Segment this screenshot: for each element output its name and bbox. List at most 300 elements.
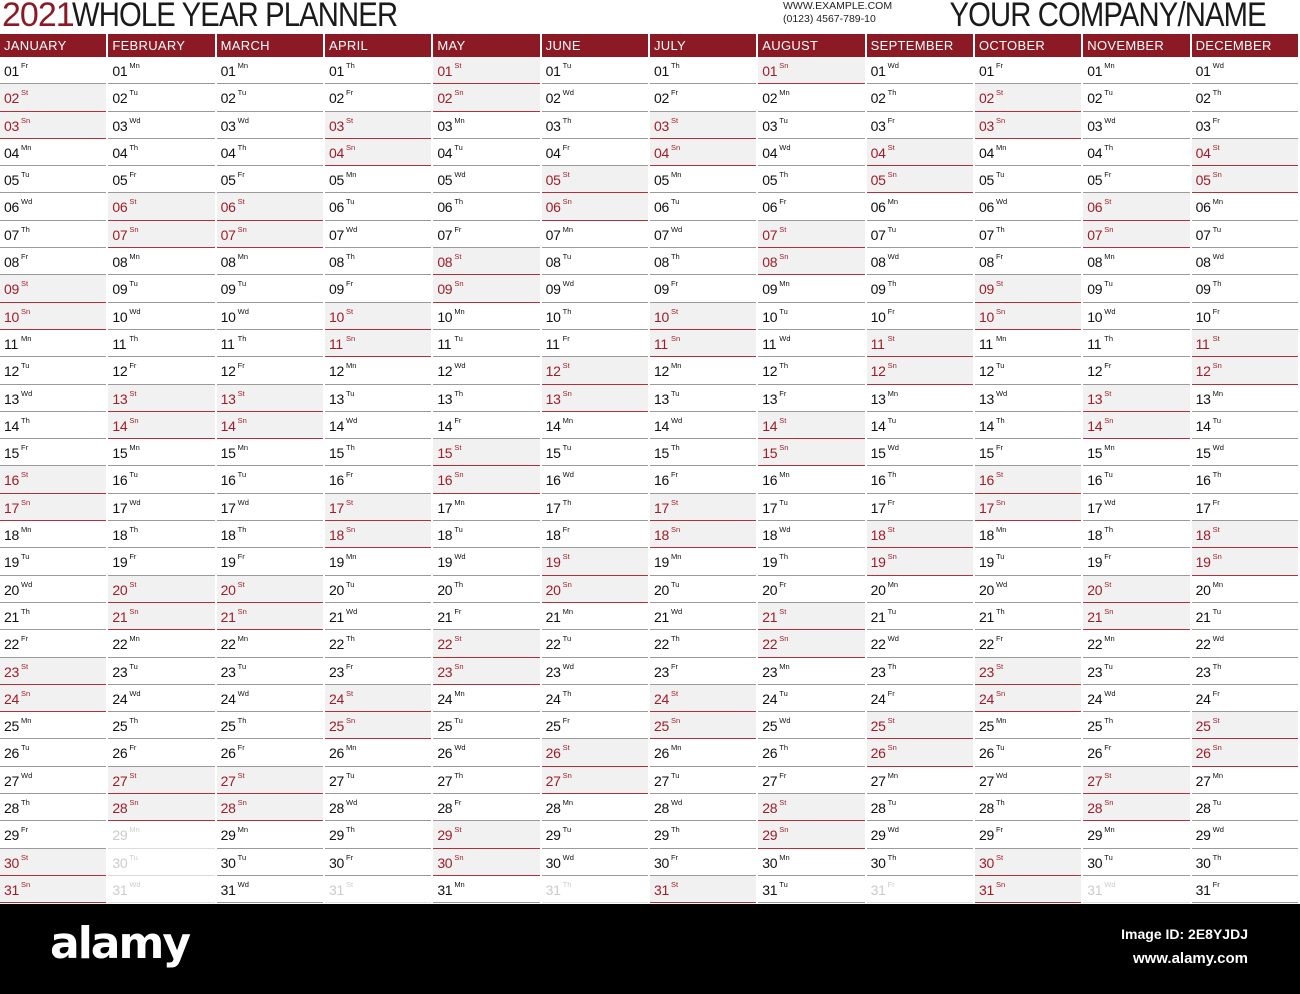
day-cell[interactable] [1083,821,1189,848]
day-cell[interactable] [1083,248,1189,275]
day-cell[interactable] [758,576,864,603]
day-cell[interactable] [1083,548,1189,575]
day-cell[interactable] [975,767,1081,794]
day-cell[interactable] [758,685,864,712]
day-cell[interactable] [542,658,648,685]
day-cell[interactable] [108,521,214,548]
day-cell[interactable] [433,412,539,439]
day-cell[interactable] [542,630,648,657]
day-cell[interactable] [217,466,323,493]
day-cell[interactable] [758,412,864,439]
day-cell[interactable] [542,439,648,466]
day-cell[interactable] [433,576,539,603]
day-cell[interactable] [1192,521,1298,548]
day-cell[interactable] [1192,275,1298,302]
day-cell[interactable] [0,275,106,302]
day-cell[interactable] [433,303,539,330]
day-cell[interactable] [867,248,973,275]
day-cell[interactable] [1192,685,1298,712]
day-cell[interactable] [325,439,431,466]
day-cell[interactable] [1192,139,1298,166]
day-cell[interactable] [0,84,106,111]
day-cell[interactable] [975,521,1081,548]
day-cell[interactable] [108,139,214,166]
day-cell[interactable] [1083,439,1189,466]
day-cell[interactable] [108,357,214,384]
day-cell[interactable] [650,685,756,712]
day-cell[interactable] [867,712,973,739]
overflow-day-cell[interactable] [542,876,648,903]
day-cell[interactable] [325,603,431,630]
day-cell[interactable] [325,739,431,766]
day-cell[interactable] [0,794,106,821]
day-cell[interactable] [975,794,1081,821]
day-cell[interactable] [758,57,864,84]
day-cell[interactable] [433,57,539,84]
day-cell[interactable] [1192,248,1298,275]
day-cell[interactable] [108,412,214,439]
day-cell[interactable] [0,739,106,766]
day-cell[interactable] [0,603,106,630]
day-cell[interactable] [0,330,106,357]
day-cell[interactable] [433,739,539,766]
day-cell[interactable] [1192,603,1298,630]
day-cell[interactable] [1192,166,1298,193]
day-cell[interactable] [1083,57,1189,84]
day-cell[interactable] [217,849,323,876]
day-cell[interactable] [1192,303,1298,330]
day-cell[interactable] [1192,357,1298,384]
day-cell[interactable] [650,630,756,657]
day-cell[interactable] [108,794,214,821]
day-cell[interactable] [975,193,1081,220]
day-cell[interactable] [433,84,539,111]
day-cell[interactable] [433,330,539,357]
day-cell[interactable] [975,439,1081,466]
day-cell[interactable] [867,767,973,794]
day-cell[interactable] [867,221,973,248]
day-cell[interactable] [433,794,539,821]
day-cell[interactable] [325,112,431,139]
day-cell[interactable] [758,439,864,466]
day-cell[interactable] [867,466,973,493]
day-cell[interactable] [758,494,864,521]
day-cell[interactable] [867,330,973,357]
day-cell[interactable] [217,821,323,848]
day-cell[interactable] [542,466,648,493]
day-cell[interactable] [108,576,214,603]
day-cell[interactable] [867,794,973,821]
day-cell[interactable] [325,248,431,275]
day-cell[interactable] [1192,385,1298,412]
day-cell[interactable] [975,494,1081,521]
day-cell[interactable] [1192,84,1298,111]
day-cell[interactable] [217,876,323,903]
day-cell[interactable] [325,166,431,193]
overflow-day-cell[interactable] [108,876,214,903]
day-cell[interactable] [650,576,756,603]
day-cell[interactable] [1192,494,1298,521]
day-cell[interactable] [1192,821,1298,848]
day-cell[interactable] [650,849,756,876]
day-cell[interactable] [325,521,431,548]
day-cell[interactable] [975,603,1081,630]
day-cell[interactable] [867,139,973,166]
day-cell[interactable] [542,794,648,821]
day-cell[interactable] [758,248,864,275]
day-cell[interactable] [433,439,539,466]
day-cell[interactable] [108,193,214,220]
day-cell[interactable] [1192,767,1298,794]
day-cell[interactable] [542,412,648,439]
day-cell[interactable] [975,739,1081,766]
day-cell[interactable] [433,275,539,302]
day-cell[interactable] [758,166,864,193]
day-cell[interactable] [325,330,431,357]
day-cell[interactable] [758,603,864,630]
day-cell[interactable] [758,330,864,357]
day-cell[interactable] [758,193,864,220]
day-cell[interactable] [1192,466,1298,493]
day-cell[interactable] [433,821,539,848]
day-cell[interactable] [975,139,1081,166]
day-cell[interactable] [867,821,973,848]
day-cell[interactable] [975,112,1081,139]
day-cell[interactable] [867,112,973,139]
day-cell[interactable] [217,112,323,139]
day-cell[interactable] [325,139,431,166]
day-cell[interactable] [650,603,756,630]
day-cell[interactable] [433,357,539,384]
day-cell[interactable] [758,139,864,166]
day-cell[interactable] [758,521,864,548]
day-cell[interactable] [975,330,1081,357]
day-cell[interactable] [1083,767,1189,794]
day-cell[interactable] [975,84,1081,111]
day-cell[interactable] [0,139,106,166]
day-cell[interactable] [867,548,973,575]
day-cell[interactable] [650,248,756,275]
overflow-day-cell[interactable] [108,849,214,876]
day-cell[interactable] [1083,685,1189,712]
day-cell[interactable] [758,876,864,903]
day-cell[interactable] [433,876,539,903]
day-cell[interactable] [433,712,539,739]
day-cell[interactable] [1083,849,1189,876]
day-cell[interactable] [0,630,106,657]
day-cell[interactable] [1083,466,1189,493]
day-cell[interactable] [1192,112,1298,139]
day-cell[interactable] [975,221,1081,248]
day-cell[interactable] [325,303,431,330]
day-cell[interactable] [758,794,864,821]
day-cell[interactable] [867,166,973,193]
day-cell[interactable] [867,494,973,521]
day-cell[interactable] [1192,412,1298,439]
day-cell[interactable] [325,412,431,439]
day-cell[interactable] [542,57,648,84]
day-cell[interactable] [542,712,648,739]
day-cell[interactable] [867,385,973,412]
day-cell[interactable] [217,84,323,111]
day-cell[interactable] [650,385,756,412]
day-cell[interactable] [542,112,648,139]
day-cell[interactable] [542,357,648,384]
day-cell[interactable] [108,466,214,493]
day-cell[interactable] [108,303,214,330]
day-cell[interactable] [650,112,756,139]
day-cell[interactable] [108,630,214,657]
day-cell[interactable] [758,548,864,575]
day-cell[interactable] [0,849,106,876]
day-cell[interactable] [542,193,648,220]
day-cell[interactable] [650,193,756,220]
day-cell[interactable] [758,821,864,848]
day-cell[interactable] [217,139,323,166]
day-cell[interactable] [758,221,864,248]
day-cell[interactable] [867,603,973,630]
day-cell[interactable] [1083,576,1189,603]
day-cell[interactable] [108,739,214,766]
day-cell[interactable] [325,712,431,739]
day-cell[interactable] [650,821,756,848]
day-cell[interactable] [217,548,323,575]
day-cell[interactable] [1083,357,1189,384]
day-cell[interactable] [1192,576,1298,603]
day-cell[interactable] [108,275,214,302]
day-cell[interactable] [325,221,431,248]
day-cell[interactable] [975,548,1081,575]
day-cell[interactable] [0,521,106,548]
overflow-day-cell[interactable] [325,876,431,903]
day-cell[interactable] [1083,412,1189,439]
day-cell[interactable] [542,303,648,330]
day-cell[interactable] [433,112,539,139]
day-cell[interactable] [433,466,539,493]
day-cell[interactable] [758,385,864,412]
day-cell[interactable] [217,221,323,248]
day-cell[interactable] [1192,712,1298,739]
day-cell[interactable] [0,303,106,330]
day-cell[interactable] [217,57,323,84]
day-cell[interactable] [325,84,431,111]
day-cell[interactable] [1192,193,1298,220]
day-cell[interactable] [867,630,973,657]
day-cell[interactable] [1083,494,1189,521]
day-cell[interactable] [542,248,648,275]
day-cell[interactable] [650,330,756,357]
day-cell[interactable] [217,193,323,220]
day-cell[interactable] [108,603,214,630]
day-cell[interactable] [0,248,106,275]
day-cell[interactable] [325,357,431,384]
day-cell[interactable] [650,357,756,384]
day-cell[interactable] [1083,658,1189,685]
day-cell[interactable] [325,658,431,685]
day-cell[interactable] [650,303,756,330]
overflow-day-cell[interactable] [1083,876,1189,903]
day-cell[interactable] [542,821,648,848]
day-cell[interactable] [433,685,539,712]
day-cell[interactable] [867,357,973,384]
day-cell[interactable] [650,548,756,575]
day-cell[interactable] [217,330,323,357]
overflow-day-cell[interactable] [108,821,214,848]
day-cell[interactable] [217,521,323,548]
day-cell[interactable] [867,57,973,84]
day-cell[interactable] [217,576,323,603]
day-cell[interactable] [1192,876,1298,903]
day-cell[interactable] [325,767,431,794]
day-cell[interactable] [325,548,431,575]
day-cell[interactable] [325,193,431,220]
day-cell[interactable] [108,248,214,275]
day-cell[interactable] [108,548,214,575]
day-cell[interactable] [433,166,539,193]
day-cell[interactable] [1083,630,1189,657]
day-cell[interactable] [1192,330,1298,357]
day-cell[interactable] [0,712,106,739]
day-cell[interactable] [325,576,431,603]
day-cell[interactable] [650,275,756,302]
day-cell[interactable] [975,658,1081,685]
day-cell[interactable] [217,385,323,412]
day-cell[interactable] [975,876,1081,903]
day-cell[interactable] [1192,794,1298,821]
day-cell[interactable] [433,849,539,876]
day-cell[interactable] [0,357,106,384]
day-cell[interactable] [1083,275,1189,302]
day-cell[interactable] [108,166,214,193]
day-cell[interactable] [650,412,756,439]
day-cell[interactable] [0,412,106,439]
day-cell[interactable] [433,630,539,657]
day-cell[interactable] [650,166,756,193]
day-cell[interactable] [108,112,214,139]
day-cell[interactable] [0,821,106,848]
day-cell[interactable] [1192,630,1298,657]
day-cell[interactable] [542,521,648,548]
day-cell[interactable] [542,494,648,521]
day-cell[interactable] [217,767,323,794]
day-cell[interactable] [867,275,973,302]
day-cell[interactable] [325,821,431,848]
day-cell[interactable] [433,658,539,685]
day-cell[interactable] [433,767,539,794]
day-cell[interactable] [217,303,323,330]
day-cell[interactable] [0,685,106,712]
day-cell[interactable] [758,767,864,794]
day-cell[interactable] [542,603,648,630]
day-cell[interactable] [867,521,973,548]
day-cell[interactable] [0,385,106,412]
day-cell[interactable] [758,112,864,139]
day-cell[interactable] [867,193,973,220]
day-cell[interactable] [1083,166,1189,193]
overflow-day-cell[interactable] [867,876,973,903]
day-cell[interactable] [542,221,648,248]
day-cell[interactable] [108,385,214,412]
day-cell[interactable] [650,794,756,821]
day-cell[interactable] [758,712,864,739]
day-cell[interactable] [1083,521,1189,548]
day-cell[interactable] [1083,739,1189,766]
day-cell[interactable] [217,412,323,439]
day-cell[interactable] [650,521,756,548]
day-cell[interactable] [1192,548,1298,575]
day-cell[interactable] [217,739,323,766]
day-cell[interactable] [1192,221,1298,248]
day-cell[interactable] [1083,385,1189,412]
day-cell[interactable] [1192,739,1298,766]
day-cell[interactable] [433,494,539,521]
day-cell[interactable] [542,330,648,357]
day-cell[interactable] [0,466,106,493]
day-cell[interactable] [975,466,1081,493]
day-cell[interactable] [867,739,973,766]
day-cell[interactable] [542,548,648,575]
day-cell[interactable] [975,166,1081,193]
day-cell[interactable] [650,767,756,794]
day-cell[interactable] [433,139,539,166]
day-cell[interactable] [758,466,864,493]
day-cell[interactable] [758,739,864,766]
day-cell[interactable] [217,712,323,739]
day-cell[interactable] [1192,57,1298,84]
day-cell[interactable] [325,630,431,657]
day-cell[interactable] [975,821,1081,848]
day-cell[interactable] [0,494,106,521]
day-cell[interactable] [325,466,431,493]
day-cell[interactable] [0,767,106,794]
day-cell[interactable] [975,303,1081,330]
day-cell[interactable] [975,385,1081,412]
day-cell[interactable] [867,412,973,439]
day-cell[interactable] [1083,712,1189,739]
day-cell[interactable] [0,658,106,685]
day-cell[interactable] [1083,112,1189,139]
day-cell[interactable] [325,275,431,302]
day-cell[interactable] [1083,603,1189,630]
day-cell[interactable] [325,794,431,821]
day-cell[interactable] [650,876,756,903]
day-cell[interactable] [975,357,1081,384]
day-cell[interactable] [542,166,648,193]
day-cell[interactable] [650,439,756,466]
day-cell[interactable] [650,712,756,739]
day-cell[interactable] [1083,794,1189,821]
day-cell[interactable] [325,849,431,876]
day-cell[interactable] [758,84,864,111]
day-cell[interactable] [217,275,323,302]
day-cell[interactable] [650,466,756,493]
day-cell[interactable] [542,849,648,876]
day-cell[interactable] [0,112,106,139]
day-cell[interactable] [758,849,864,876]
day-cell[interactable] [325,494,431,521]
day-cell[interactable] [108,685,214,712]
day-cell[interactable] [433,221,539,248]
day-cell[interactable] [867,685,973,712]
day-cell[interactable] [0,876,106,903]
day-cell[interactable] [975,685,1081,712]
day-cell[interactable] [1192,658,1298,685]
day-cell[interactable] [0,193,106,220]
day-cell[interactable] [433,193,539,220]
day-cell[interactable] [650,57,756,84]
day-cell[interactable] [867,84,973,111]
day-cell[interactable] [325,385,431,412]
